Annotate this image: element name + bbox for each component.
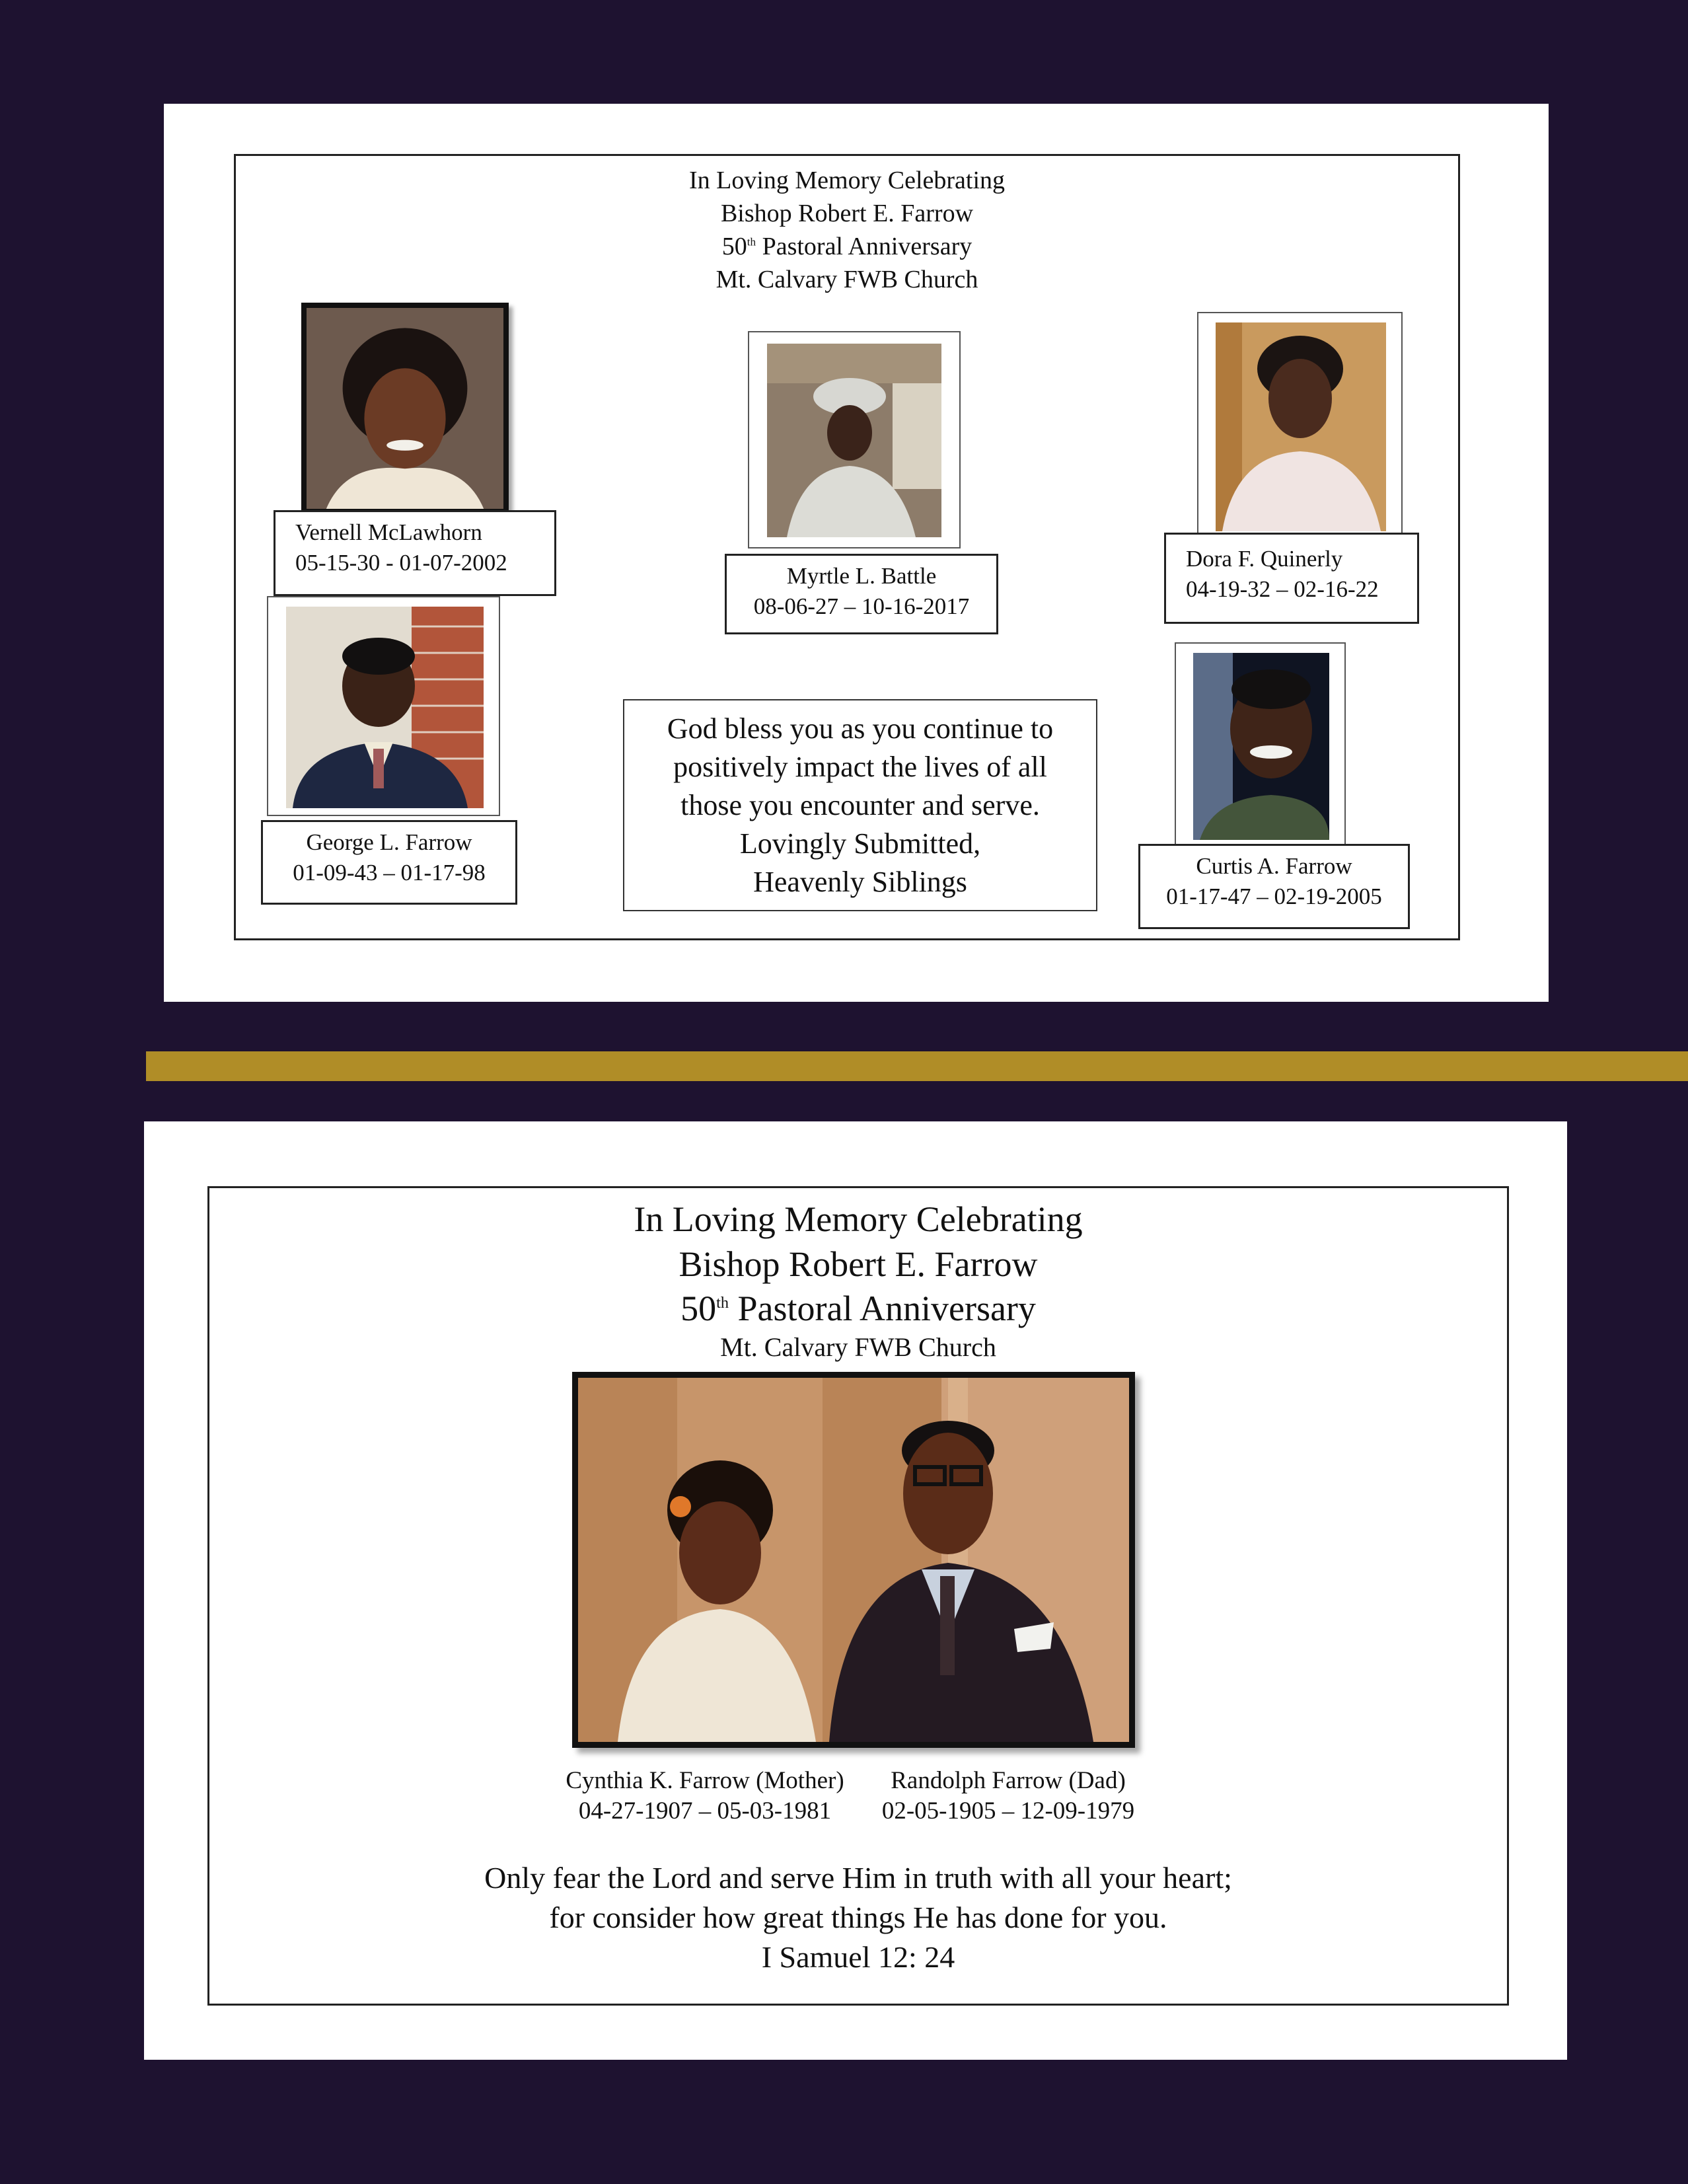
caption-george: [261, 820, 517, 905]
sibling-dates: 04-19-32 – 02-16-22: [1186, 576, 1379, 602]
blessing-line: God bless you as you continue to: [667, 712, 1054, 745]
verse-line: Only fear the Lord and serve Him in truth with all your heart;: [484, 1861, 1232, 1895]
card-title-line1: In Loving Memory Celebrating: [688, 167, 1006, 194]
portrait-vernell: [301, 303, 509, 514]
blessing-signature: Heavenly Siblings: [753, 866, 967, 898]
caption-myrtle: [725, 554, 998, 634]
sibling-dates: 01-17-47 – 02-19-2005: [1166, 884, 1382, 909]
card-title-line2: Bishop Robert E. Farrow: [679, 1244, 1038, 1284]
sibling-name: Myrtle L. Battle: [786, 563, 937, 589]
portrait-myrtle: [748, 331, 961, 548]
sibling-name: Vernell McLawhorn: [295, 519, 482, 545]
portrait-george: [267, 596, 500, 816]
title-ordinal-suffix: th: [747, 235, 756, 248]
blessing-message: [623, 699, 1097, 911]
sibling-dates: 01-09-43 – 01-17-98: [293, 860, 486, 885]
card-title-line1: In Loving Memory Celebrating: [634, 1199, 1083, 1239]
caption-dora: [1164, 533, 1419, 624]
portrait-dora: [1197, 312, 1403, 534]
verse-line: for consider how great things He has done for you.: [549, 1901, 1167, 1934]
title-anniversary-text: Pastoral Anniversary: [756, 233, 972, 260]
title-ordinal-number: 50: [721, 233, 747, 260]
scripture-verse: [207, 1858, 1509, 1977]
title-ordinal-suffix: th: [716, 1294, 729, 1312]
portrait-curtis: [1175, 642, 1346, 848]
title-anniversary-text: Pastoral Anniversary: [729, 1289, 1036, 1328]
verse-reference: I Samuel 12: 24: [761, 1940, 955, 1974]
caption-curtis: [1138, 844, 1410, 929]
sibling-name: Dora F. Quinerly: [1186, 546, 1343, 572]
parent-dates: 04-27-1907 – 05-03-1981: [578, 1797, 832, 1825]
sibling-name: Curtis A. Farrow: [1196, 853, 1352, 879]
card-title-line4: Mt. Calvary FWB Church: [720, 1332, 996, 1362]
blessing-line: positively impact the lives of all: [673, 751, 1047, 783]
caption-father: [869, 1766, 1147, 1826]
card-title-line2: Bishop Robert E. Farrow: [720, 200, 974, 227]
sibling-name: George L. Farrow: [306, 829, 472, 855]
parent-name: Cynthia K. Farrow (Mother): [566, 1767, 844, 1794]
parent-dates: 02-05-1905 – 12-09-1979: [881, 1797, 1135, 1825]
caption-mother: [555, 1766, 855, 1826]
sibling-dates: 05-15-30 - 01-07-2002: [295, 550, 507, 576]
caption-vernell: [274, 510, 556, 596]
card-title-line3: [234, 230, 1460, 263]
sibling-dates: 08-06-27 – 10-16-2017: [753, 593, 970, 619]
portrait-parents: [572, 1372, 1135, 1748]
blessing-signoff: Lovingly Submitted,: [739, 827, 981, 860]
card-title-line3: [207, 1287, 1509, 1330]
parent-name: Randolph Farrow (Dad): [891, 1767, 1126, 1794]
blessing-line: those you encounter and serve.: [680, 789, 1040, 821]
gold-divider-bar: [146, 1051, 1688, 1081]
title-ordinal-number: 50: [680, 1289, 717, 1328]
card-title-line4: Mt. Calvary FWB Church: [716, 266, 978, 293]
